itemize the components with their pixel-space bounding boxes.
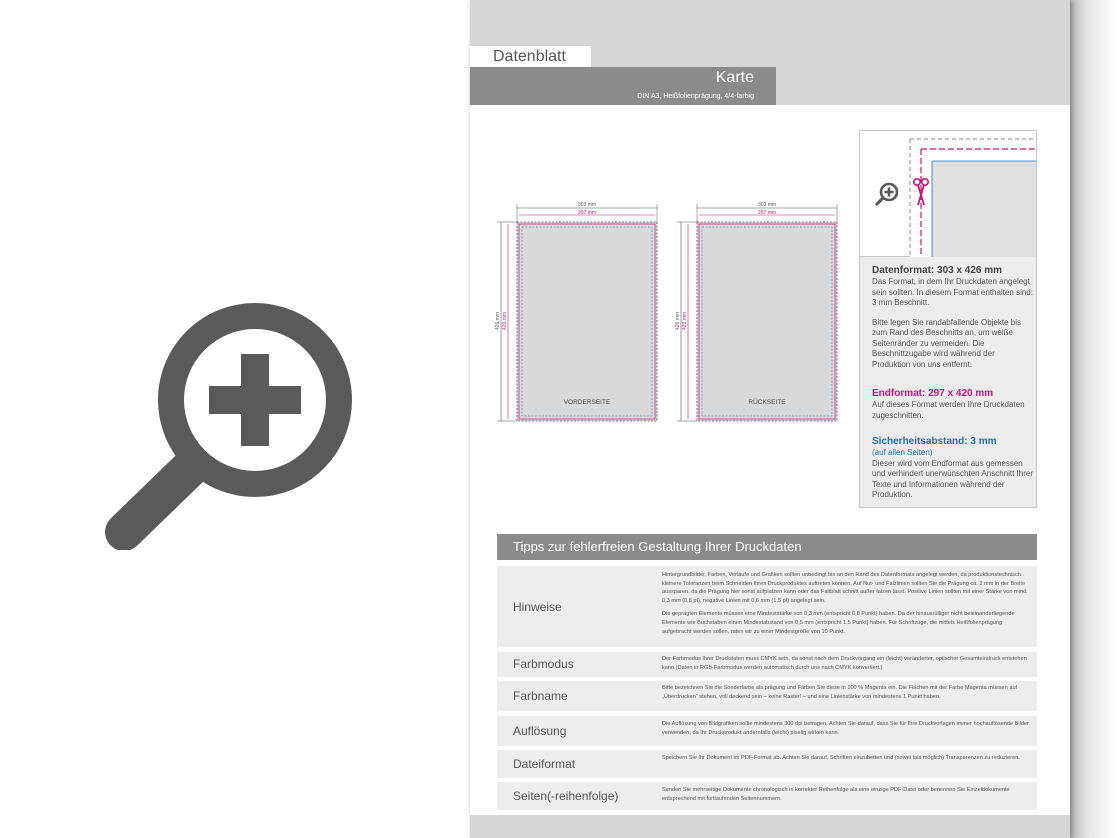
tip-label: Seiten(-reihenfolge) — [513, 789, 619, 803]
page-footer-band — [470, 815, 1070, 838]
tip-label: Farbname — [513, 689, 568, 703]
tip-text: Senden Sie mehrseitige Dokumente chronologisch in korrekter Reihenfolge als eine einzige PDF-Datei oder benennen Sie Einzeldokumente entsprechend mit fortlaufenden Seitennummern. — [662, 787, 1010, 802]
tip-text: Bitte bezeichnen Sie die Sonderfarbe als prägung und Färben Sie diese in 100 % Magenta ein. Die Flächen mit der Farbe Magenta müssen auf „Überdrucken“ stehen, voll deckend sein – keine Raster! – und eine Linienstärke von mindestens 1 Punkt haben. — [662, 685, 1018, 700]
back-page-diagram — [675, 202, 837, 421]
back-width-inner-label: 297 mm — [757, 210, 777, 216]
page-shadow — [1070, 0, 1117, 838]
back-height-outer-label: 426 mm — [675, 311, 681, 331]
sicherheit-text: Dieser wird vom Endformat aus gemessen und verhindert unerwünschten Anschnitt Ihrer Texte und Informationen während der Produktion. — [872, 458, 1033, 499]
tip-label: Dateiformat — [513, 757, 576, 771]
sicherheit-title: Sicherheitsabstand: 3 mm — [872, 436, 997, 447]
datenformat-title: Datenformat: 303 x 426 mm — [872, 265, 1003, 276]
zoom-in-icon[interactable] — [874, 181, 900, 207]
front-height-inner-label: 420 mm — [502, 311, 508, 331]
tip-label: Hinweise — [513, 600, 562, 614]
tip-text: Speichern Sie Ihr Dokument im PDF-Format ab. Achten Sie darauf, Schriften einzubetten und (sowei tals möglich) Transparenzen zu reduzieren. — [662, 755, 1020, 761]
zoom-in-icon[interactable] — [100, 290, 360, 550]
endformat-text: Auf dieses Format werden Ihre Druckdaten zugeschnitten. — [872, 400, 1025, 420]
format-diagram — [494, 195, 854, 425]
back-width-outer-label: 303 mm — [757, 202, 777, 208]
doc-type-label: Datenblatt — [470, 46, 591, 67]
datenformat-text2: Bitte legen Sie randabfallende Objekte bis zum Rand des Beschnitts an, um weiße Seitenränder zu vermeiden. Die Beschnittzugabe wird während der Produktion von uns entfernt. — [872, 317, 1021, 369]
tip-row-farbmodus — [497, 652, 1037, 677]
tip-row-hinweise — [497, 566, 1037, 647]
tips-title: Tipps zur fehlerfreien Gestaltung Ihrer Druckdaten — [497, 534, 1037, 560]
tip-label: Auflösung — [513, 724, 567, 738]
tip-text: Der Farbmodus Ihrer Druckdaten muss CMYK sein, da sonst nach dem Druckvorgang ein (leicht) veränderter, optischer Gesamteindruck entstehen kann (Daten in RGB-Farbmodus werden automatisch durch uns nach CMYK konvertiert.) — [662, 656, 1027, 671]
corner-detail — [860, 131, 1036, 257]
zoom-panel — [0, 0, 470, 838]
front-page-diagram — [495, 202, 657, 421]
endformat-info — [872, 387, 1034, 421]
front-width-outer-label: 303 mm — [577, 202, 597, 208]
datasheet-page — [470, 0, 1070, 838]
tip-row-dateiformat — [497, 750, 1037, 778]
tip-text — [662, 571, 1032, 636]
tip-paragraph: Hintergrundbilder, Farben, Verläufe und Grafiken sollten unbedingt bis an den Rand des Datenformats angelegt werden, da produktionstechnisch kleinere Toleranzen beim Schneiden Ihres Druckproduktes auftreten können. Auf Nut- und Falzlinien sollten Sie die Prägung ca. 2 mm in der Breite aussparen, da die Prägung hier sonst aufplatzen kann oder das Faltblatt schnitt außer falzen lässt. Positive Linien sollten mit einer Stärke von mind. 0,3 mm (0,8 pt), negative Linien mit 0,6 mm (1,5 pt) angelegt sein. — [662, 572, 1028, 604]
tip-label: Farbmodus — [513, 657, 574, 671]
endformat-title: Endformat: 297 x 420 mm — [872, 388, 994, 399]
scissors-icon — [912, 177, 930, 207]
front-side-label: VORDERSEITE — [563, 399, 611, 406]
format-info-panel — [859, 130, 1037, 508]
tip-text: Die Auflösung von Bildgrafiken sollte mindestens 300 dpi betragen. Achten Sie darauf, dass Sie für Ihre Druckvorlagen immer hochauflösende Bilder verwenden, da Ihr Druckprodukt andernfalls (leicht) pixelig wirken kann. — [662, 721, 1029, 736]
back-side-label: RÜCKSEITE — [748, 399, 786, 406]
front-height-outer-label: 426 mm — [495, 311, 501, 331]
title-band — [470, 67, 776, 105]
back-height-inner-label: 420 mm — [682, 311, 688, 331]
product-title: Karte — [715, 69, 754, 86]
front-width-inner-label: 297 mm — [577, 210, 597, 216]
tip-paragraph: Die geprägten Elemente müssen eine Mindeststärke von 0,3 mm (entspricht 0,8 Punkt) haben. Da der hinausrülliger nicht beieinanderliegende Elemente wie Buchstaben einen Mindestabstand von 0,5 mm (entspricht 1,5 Punkt) haben. Für Schriftzüge, die mittels Heißfolienprägung aufgebracht werden sollen, raten wir zu einer Mindestgröße von 10 Punkt. — [662, 611, 1015, 635]
product-subtitle: DIN A3, Heißfolienprägung, 4/4-farbig — [637, 93, 754, 100]
sicherheit-subtitle: (auf allen Seiten) — [872, 448, 933, 457]
tip-row-aufloesung — [497, 716, 1037, 746]
sicherheit-info — [872, 435, 1034, 501]
datenformat-text1: Das Format, in dem Ihr Druckdaten angelegt sein sollten. In diesem Format enthalten sind: 3 mm Beschnitt. — [872, 277, 1033, 307]
datenformat-info — [872, 264, 1034, 370]
tip-row-farbname — [497, 681, 1037, 711]
tip-row-seiten — [497, 782, 1037, 810]
